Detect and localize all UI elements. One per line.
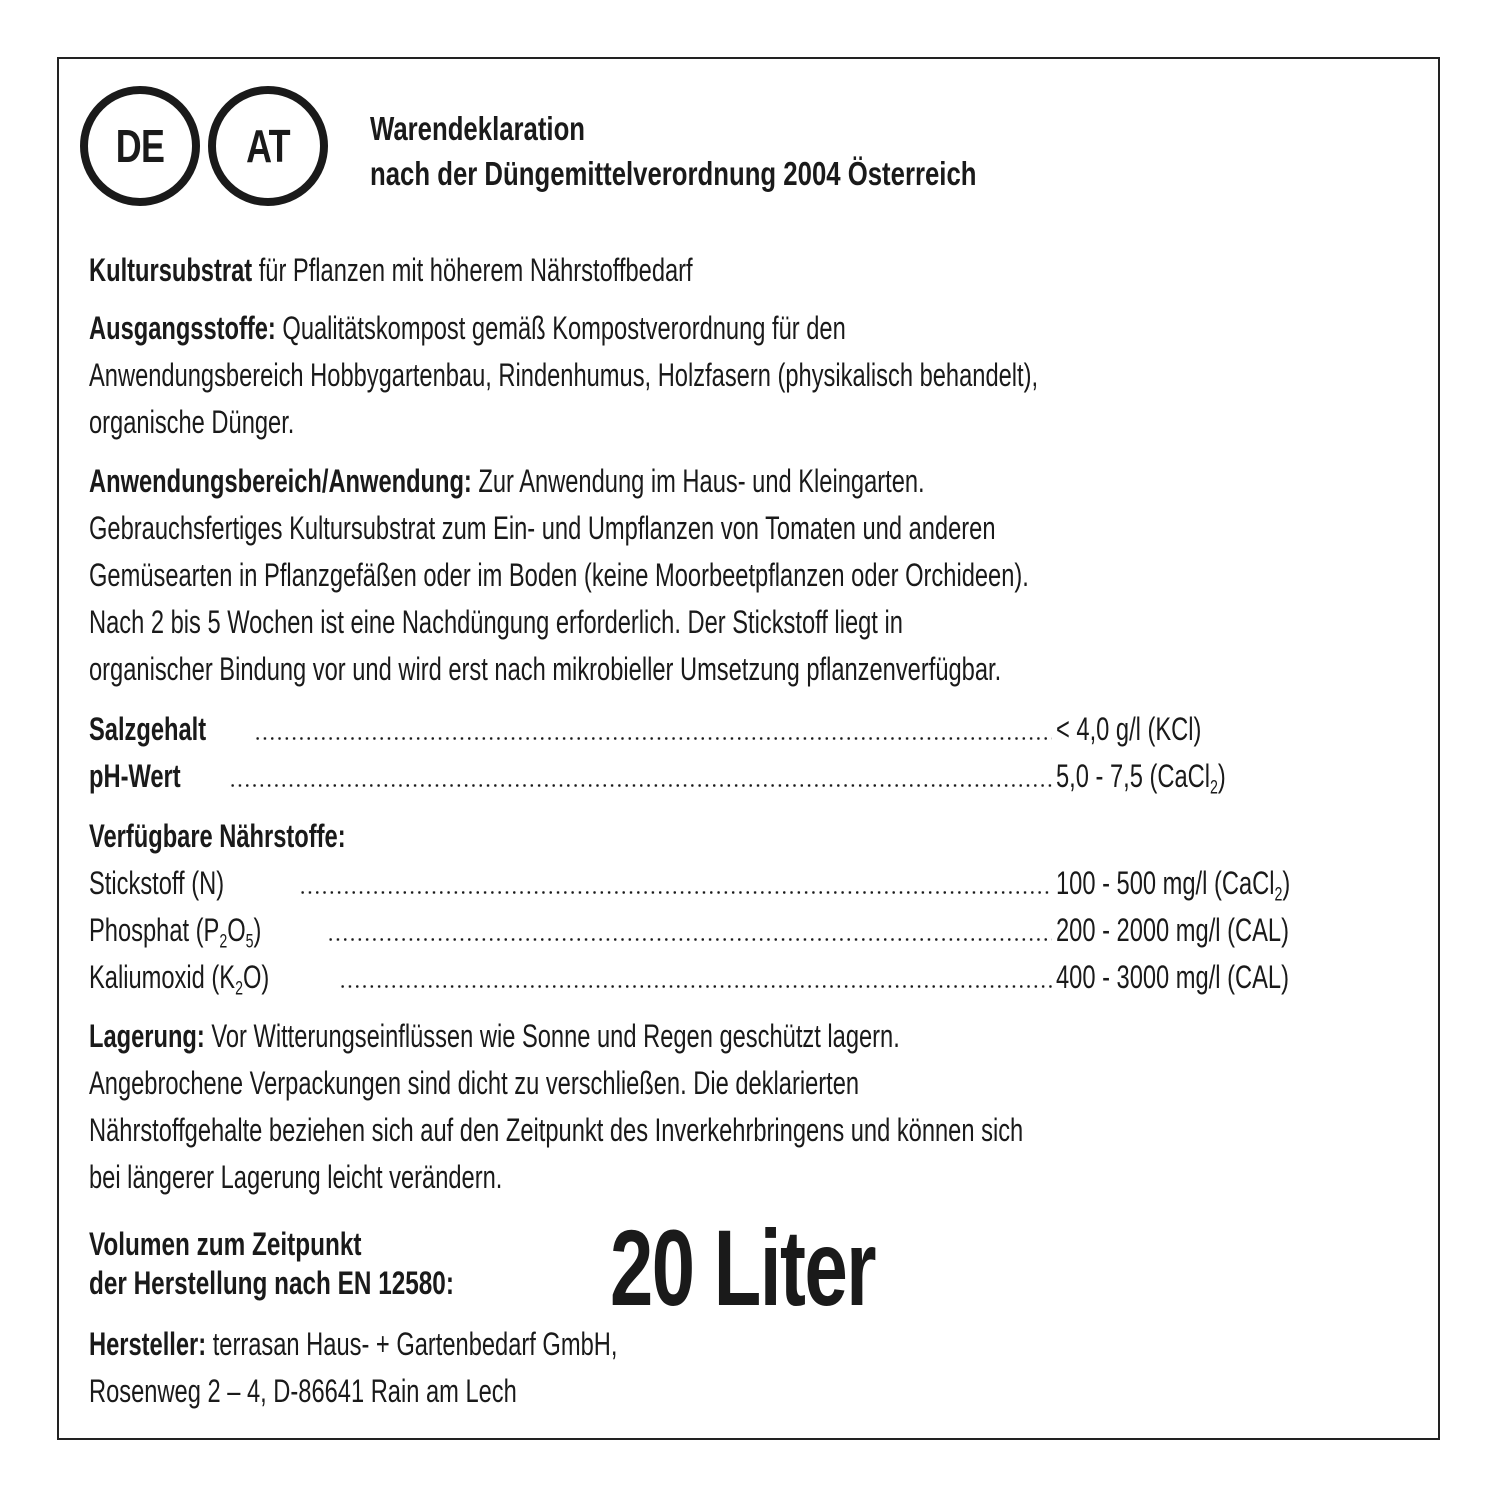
anwendung-line-3: Gemüsearten in Pflanzgefäßen oder im Boden (keine Moorbeetpflanzen oder Orchideen).	[89, 557, 1029, 593]
nutrient-value: 200 - 2000 mg/l (CAL)	[1056, 912, 1289, 948]
nutrients-title: Verfügbare Nährstoffe:	[89, 818, 346, 854]
label-part: O)	[242, 959, 270, 995]
ausgangsstoffe-text: Qualitätskompost gemäß Kompostverordnung für den	[275, 310, 846, 346]
label-part: O	[227, 912, 246, 948]
badge-at	[208, 86, 328, 206]
leader-dots	[327, 938, 1052, 941]
property-value	[1056, 758, 1226, 799]
value-end: )	[1217, 758, 1226, 794]
ausgangsstoffe-label: Ausgangsstoffe:	[89, 310, 276, 346]
lagerung-text: Vor Witterungseinflüssen wie Sonne und Regen geschützt lagern.	[204, 1018, 900, 1054]
label-subscript: 2	[219, 931, 228, 953]
ausgangsstoffe-line-3: organische Dünger.	[89, 404, 295, 440]
nutrient-row-stickstoff	[89, 865, 1389, 905]
product-text: für Pflanzen mit höherem Nährstoffbedarf	[252, 252, 693, 288]
volume-value: 20 Liter	[610, 1207, 876, 1328]
anwendung-line-2: Gebrauchsfertiges Kultursubstrat zum Ein- und Umpflanzen von Tomaten und anderen	[89, 510, 996, 546]
leader-dots	[229, 784, 1052, 787]
lagerung-line-1	[89, 1018, 900, 1055]
property-row-salzgehalt	[89, 711, 1389, 751]
label-subscript: 2	[235, 978, 243, 1000]
value-subscript: 2	[1274, 884, 1283, 906]
volume-label-line-2: der Herstellung nach EN 12580:	[89, 1265, 454, 1301]
hersteller-line-1	[89, 1326, 617, 1363]
nutrient-label	[89, 912, 262, 953]
nutrient-label	[89, 959, 270, 1000]
lagerung-line-4: bei längerer Lagerung leicht verändern.	[89, 1159, 503, 1195]
leader-dots	[299, 891, 1052, 894]
nutrient-row-kaliumoxid	[89, 959, 1389, 999]
ausgangsstoffe-line-1	[89, 310, 846, 347]
volume-label-line-1: Volumen zum Zeitpunkt	[89, 1226, 362, 1262]
value-text: 5,0 - 7,5 (CaCl	[1056, 758, 1210, 794]
label-subscript: 5	[245, 931, 254, 953]
nutrient-label: Stickstoff (N)	[89, 865, 225, 901]
property-label: Salzgehalt	[89, 711, 207, 747]
property-row-ph	[89, 758, 1389, 798]
badge-de-text: DE	[115, 120, 165, 172]
anwendung-line-5: organischer Bindung vor und wird erst nach mikrobieller Umsetzung pflanzenverfügbar.	[89, 651, 1002, 687]
leader-dots	[254, 737, 1052, 740]
ausgangsstoffe-line-2: Anwendungsbereich Hobbygartenbau, Rindenhumus, Holzfasern (physikalisch behandelt),	[89, 357, 1039, 393]
nutrient-value: 400 - 3000 mg/l (CAL)	[1056, 959, 1289, 995]
value-text: < 4,0 g/l (KCl)	[1056, 711, 1202, 747]
label-part: Kaliumoxid (K	[89, 959, 236, 995]
lagerung-label: Lagerung:	[89, 1018, 205, 1054]
anwendung-label: Anwendungsbereich/Anwendung:	[89, 463, 472, 499]
property-value	[1056, 711, 1201, 748]
badge-at-text: AT	[246, 120, 290, 172]
hersteller-name: terrasan Haus- + Gartenbedarf GmbH,	[206, 1326, 618, 1362]
anwendung-line-4: Nach 2 bis 5 Wochen ist eine Nachdüngung erforderlich. Der Stickstoff liegt in	[89, 604, 903, 640]
label-part: Phosphat (P	[89, 912, 220, 948]
badge-de	[80, 86, 200, 206]
header-title: Warendeklaration	[370, 110, 586, 147]
lagerung-line-2: Angebrochene Verpackungen sind dicht zu verschließen. Die deklarierten	[89, 1065, 860, 1101]
leader-dots	[339, 985, 1052, 988]
anwendung-line-1	[89, 463, 925, 500]
nutrient-value	[1056, 865, 1291, 906]
hersteller-label: Hersteller:	[89, 1326, 207, 1362]
product-line	[89, 252, 693, 289]
nutrient-row-phosphat	[89, 912, 1389, 952]
product-label: Kultursubstrat	[89, 252, 253, 288]
hersteller-address: Rosenweg 2 – 4, D-86641 Rain am Lech	[89, 1373, 517, 1409]
header-subtitle: nach der Düngemittelverordnung 2004 Österreich	[370, 155, 977, 192]
value-text: 100 - 500 mg/l (CaCl	[1056, 865, 1275, 901]
label-part: )	[253, 912, 262, 948]
lagerung-line-3: Nährstoffgehalte beziehen sich auf den Zeitpunkt des Inverkehrbringens und können sich	[89, 1112, 1024, 1148]
value-subscript: 2	[1209, 777, 1218, 799]
property-label: pH-Wert	[89, 758, 181, 794]
anwendung-text: Zur Anwendung im Haus- und Kleingarten.	[471, 463, 925, 499]
value-end: )	[1282, 865, 1291, 901]
